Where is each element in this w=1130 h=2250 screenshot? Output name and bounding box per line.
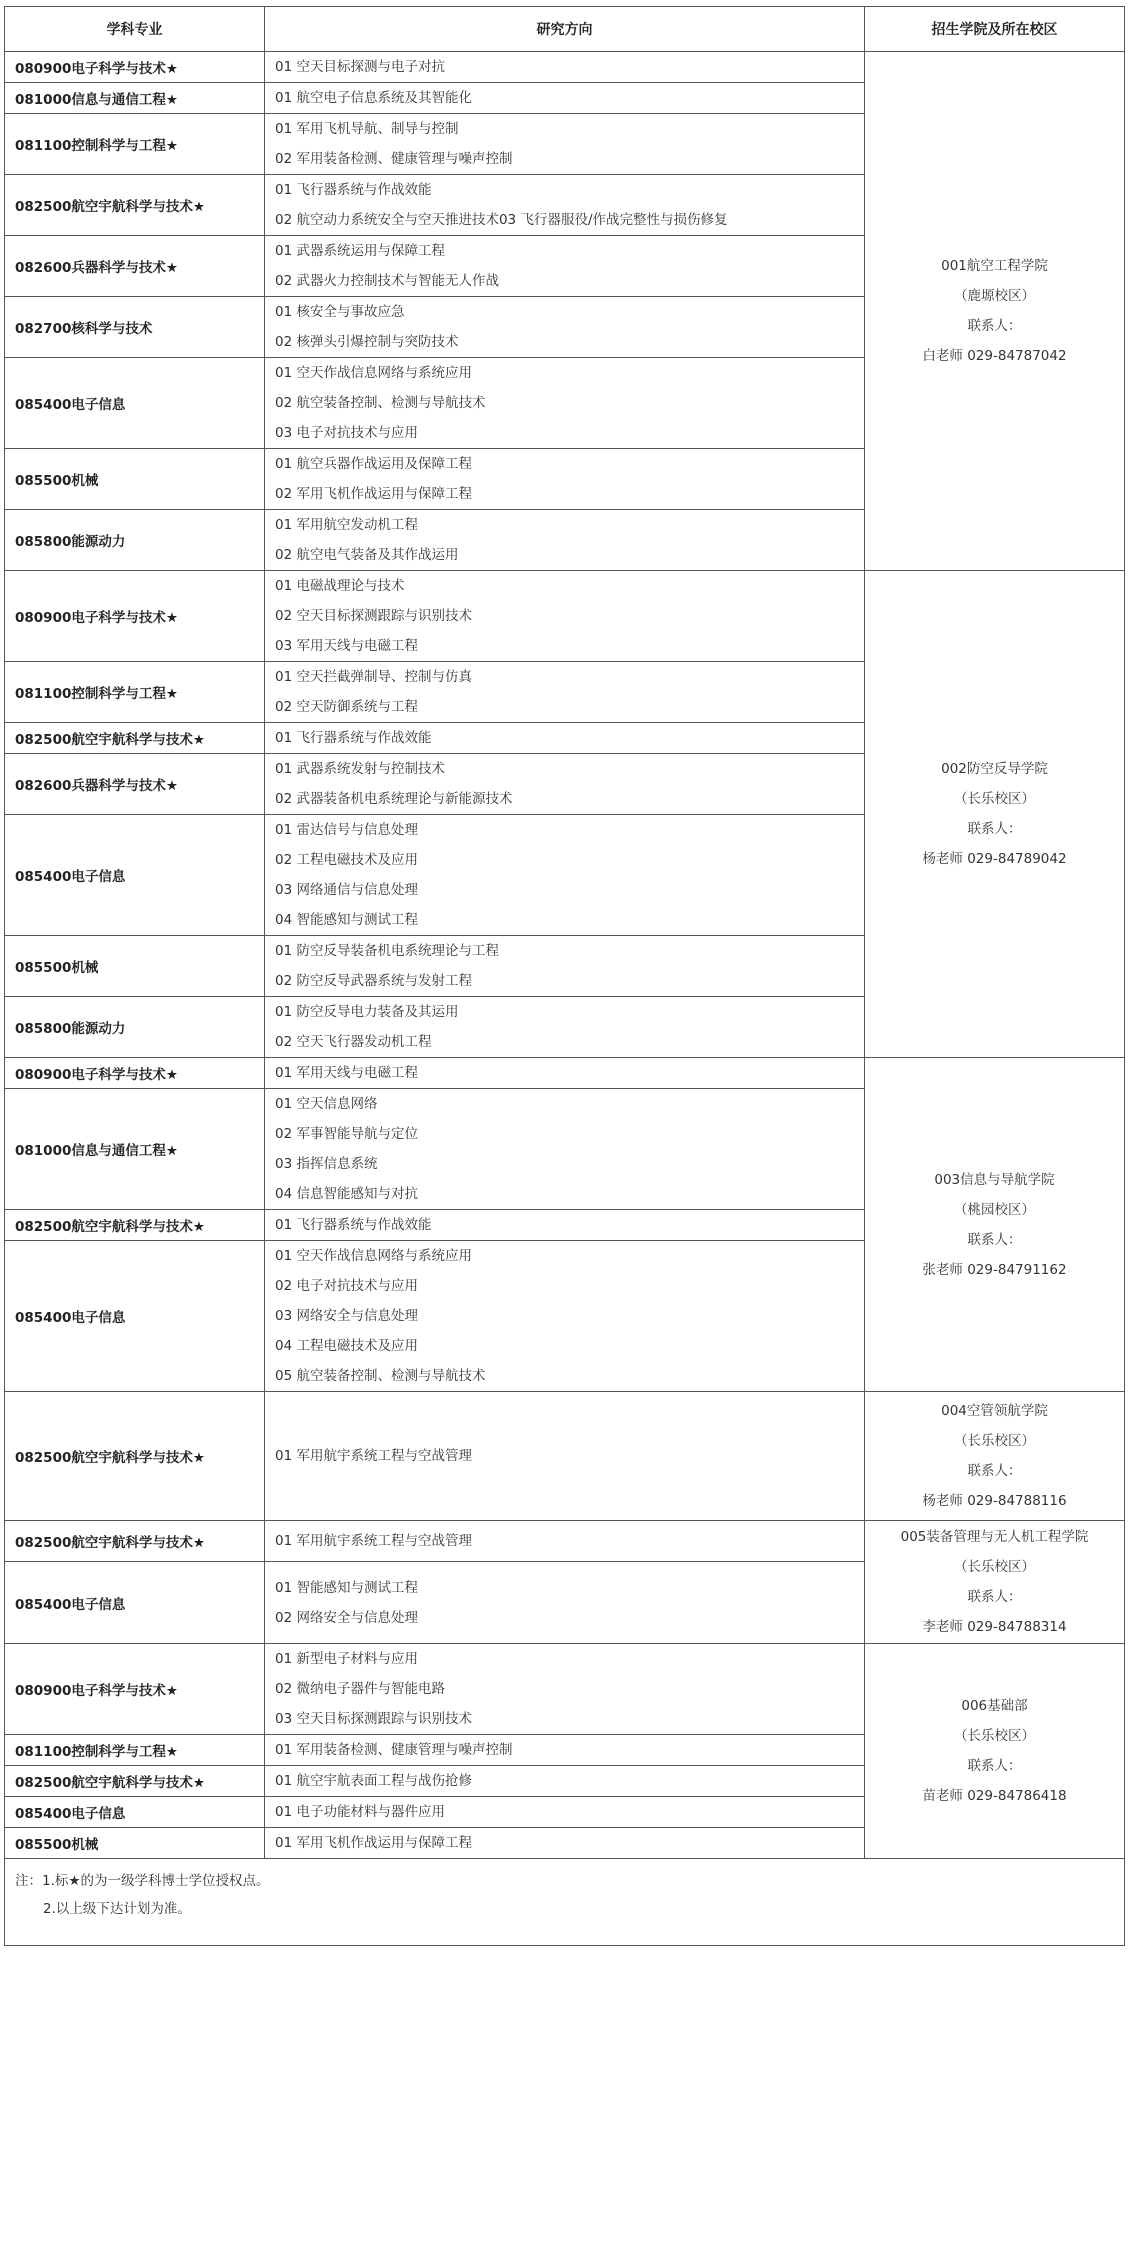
- college-cell: [865, 571, 1125, 1058]
- direction-item: 01 核安全与事故应急: [275, 304, 405, 320]
- direction-cell: [265, 510, 865, 571]
- direction-item: 01 军用飞机导航、制导与控制: [275, 121, 459, 137]
- table-header-row: [5, 7, 1125, 52]
- direction-item: 02 空天目标探测跟踪与识别技术: [275, 608, 472, 624]
- direction-item: 02 军用飞机作战运用与保障工程: [275, 486, 472, 502]
- direction-cell: [265, 175, 865, 236]
- direction-cell: [265, 1797, 865, 1828]
- subject-cell: 085500机械: [5, 449, 265, 510]
- direction-cell: [265, 297, 865, 358]
- direction-cell: [265, 114, 865, 175]
- direction-item: 03 空天目标探测跟踪与识别技术: [275, 1711, 472, 1727]
- contact-phone: 李老师 029-84788314: [922, 1619, 1067, 1635]
- subject-cell: 080900电子科学与技术★: [5, 1058, 265, 1089]
- direction-item: 02 微纳电子器件与智能电路: [275, 1681, 445, 1697]
- direction-cell: [265, 52, 865, 83]
- subject-cell: 081000信息与通信工程★: [5, 83, 265, 114]
- subject-cell: 082700核科学与技术: [5, 297, 265, 358]
- table-row: [5, 1058, 1125, 1089]
- direction-cell: [265, 358, 865, 449]
- subject-cell: 082500航空宇航科学与技术★: [5, 1392, 265, 1521]
- direction-item: 01 防空反导电力装备及其运用: [275, 1004, 459, 1020]
- header-college: 招生学院及所在校区: [865, 7, 1125, 52]
- header-direction: 研究方向: [265, 7, 865, 52]
- subject-cell: 085500机械: [5, 1828, 265, 1859]
- direction-cell: [265, 449, 865, 510]
- subject-cell: 082500航空宇航科学与技术★: [5, 1210, 265, 1241]
- campus-name: （鹿塬校区）: [954, 288, 1035, 304]
- direction-item: 02 空天飞行器发动机工程: [275, 1034, 432, 1050]
- direction-item: 01 航空电子信息系统及其智能化: [275, 90, 472, 106]
- college-cell: [865, 1644, 1125, 1859]
- campus-name: （长乐校区）: [954, 1559, 1035, 1575]
- table-row: [5, 1521, 1125, 1562]
- contact-phone: 张老师 029-84791162: [922, 1261, 1067, 1278]
- contact-phone: 杨老师 029-84788116: [922, 1493, 1067, 1509]
- subject-cell: 082500航空宇航科学与技术★: [5, 1766, 265, 1797]
- direction-item: 02 核弹头引爆控制与突防技术: [275, 334, 459, 350]
- direction-item: 01 空天作战信息网络与系统应用: [275, 1248, 472, 1264]
- direction-cell: [265, 1089, 865, 1210]
- direction-item: 01 航空兵器作战运用及保障工程: [275, 456, 472, 472]
- subject-cell: 085800能源动力: [5, 997, 265, 1058]
- contact-phone: 白老师 029-84787042: [922, 348, 1067, 364]
- direction-item: 01 雷达信号与信息处理: [275, 822, 418, 838]
- direction-item: 03 军用天线与电磁工程: [275, 638, 418, 654]
- direction-item: 01 军用飞机作战运用与保障工程: [275, 1835, 472, 1851]
- direction-cell: [265, 815, 865, 936]
- direction-item: 02 军用装备检测、健康管理与噪声控制: [275, 151, 513, 167]
- direction-cell: [265, 236, 865, 297]
- contact-label: 联系人：: [967, 318, 1022, 334]
- notes-row: [5, 1859, 1125, 1946]
- direction-item: 02 工程电磁技术及应用: [275, 852, 418, 868]
- direction-cell: [265, 1521, 865, 1562]
- direction-item: 01 飞行器系统与作战效能: [275, 730, 432, 746]
- direction-cell: [265, 936, 865, 997]
- direction-item: 02 航空动力系统安全与空天推进技术03 飞行器服役/作战完整性与损伤修复: [275, 212, 728, 228]
- table-row: [5, 1644, 1125, 1735]
- direction-item: 01 飞行器系统与作战效能: [275, 1217, 432, 1233]
- direction-item: 02 航空装备控制、检测与导航技术: [275, 395, 486, 411]
- table-row: [5, 571, 1125, 662]
- direction-item: 03 网络通信与信息处理: [275, 882, 418, 898]
- contact-label: 联系人：: [967, 821, 1022, 837]
- college-name: 006基础部: [961, 1698, 1028, 1714]
- direction-item: 02 武器装备机电系统理论与新能源技术: [275, 791, 513, 807]
- college-cell: [865, 1392, 1125, 1521]
- direction-cell: [265, 723, 865, 754]
- direction-item: 03 电子对抗技术与应用: [275, 425, 418, 441]
- campus-name: （桃园校区）: [954, 1201, 1035, 1218]
- direction-item: 01 军用航空发动机工程: [275, 517, 418, 533]
- direction-cell: [265, 754, 865, 815]
- college-cell: [865, 1058, 1125, 1392]
- subject-cell: 082500航空宇航科学与技术★: [5, 175, 265, 236]
- college-name: 004空管领航学院: [941, 1403, 1048, 1419]
- subject-cell: 085400电子信息: [5, 358, 265, 449]
- direction-item: 01 空天目标探测与电子对抗: [275, 59, 445, 75]
- direction-item: 04 智能感知与测试工程: [275, 912, 418, 928]
- contact-label: 联系人：: [967, 1589, 1022, 1605]
- direction-item: 01 飞行器系统与作战效能: [275, 182, 432, 198]
- direction-item: 04 工程电磁技术及应用: [275, 1338, 418, 1354]
- college-name: 001航空工程学院: [941, 258, 1048, 274]
- contact-label: 联系人：: [967, 1758, 1022, 1774]
- subject-cell: 080900电子科学与技术★: [5, 52, 265, 83]
- table-row: [5, 1392, 1125, 1521]
- direction-item: 01 空天信息网络: [275, 1096, 378, 1112]
- subject-cell: 082600兵器科学与技术★: [5, 236, 265, 297]
- direction-cell: [265, 1644, 865, 1735]
- contact-label: 联系人：: [967, 1231, 1022, 1248]
- direction-cell: [265, 1766, 865, 1797]
- subject-cell: 085400电子信息: [5, 1241, 265, 1392]
- direction-item: 01 空天拦截弹制导、控制与仿真: [275, 669, 472, 685]
- contact-phone: 杨老师 029-84789042: [922, 851, 1067, 867]
- campus-name: （长乐校区）: [954, 1728, 1035, 1744]
- contact-phone: 苗老师 029-84786418: [922, 1788, 1067, 1804]
- header-subject: 学科专业: [5, 7, 265, 52]
- direction-item: 02 武器火力控制技术与智能无人作战: [275, 273, 499, 289]
- subject-cell: 082500航空宇航科学与技术★: [5, 1521, 265, 1562]
- direction-item: 02 网络安全与信息处理: [275, 1609, 418, 1626]
- contact-label: 联系人：: [967, 1463, 1022, 1479]
- enrollment-table: [4, 6, 1125, 1946]
- direction-item: 04 信息智能感知与对抗: [275, 1186, 418, 1202]
- direction-item: 02 军事智能导航与定位: [275, 1126, 418, 1142]
- college-name: 002防空反导学院: [941, 761, 1048, 777]
- college-name: 003信息与导航学院: [934, 1171, 1055, 1188]
- direction-item: 01 防空反导装备机电系统理论与工程: [275, 943, 499, 959]
- direction-cell: [265, 1210, 865, 1241]
- direction-item: 01 新型电子材料与应用: [275, 1651, 418, 1667]
- direction-item: 01 电子功能材料与器件应用: [275, 1804, 445, 1820]
- table-row: [5, 52, 1125, 83]
- direction-cell: [265, 662, 865, 723]
- direction-cell: [265, 1241, 865, 1392]
- direction-item: 01 智能感知与测试工程: [275, 1579, 418, 1596]
- direction-item: 02 电子对抗技术与应用: [275, 1278, 418, 1294]
- subject-cell: 082600兵器科学与技术★: [5, 754, 265, 815]
- note-line: 2.以上级下达计划为准。: [43, 1901, 191, 1917]
- direction-item: 01 航空宇航表面工程与战伤抢修: [275, 1773, 472, 1789]
- subject-cell: 082500航空宇航科学与技术★: [5, 723, 265, 754]
- direction-cell: [265, 1392, 865, 1521]
- subject-cell: 080900电子科学与技术★: [5, 571, 265, 662]
- direction-item: 01 军用航宇系统工程与空战管理: [275, 1533, 472, 1550]
- direction-cell: [265, 1562, 865, 1644]
- direction-item: 02 航空电气装备及其作战运用: [275, 547, 459, 563]
- subject-cell: 081100控制科学与工程★: [5, 662, 265, 723]
- campus-name: （长乐校区）: [954, 1433, 1035, 1449]
- direction-item: 01 武器系统发射与控制技术: [275, 761, 445, 777]
- direction-cell: [265, 1058, 865, 1089]
- direction-item: 02 空天防御系统与工程: [275, 699, 418, 715]
- subject-cell: 081000信息与通信工程★: [5, 1089, 265, 1210]
- college-name: 005装备管理与无人机工程学院: [900, 1529, 1089, 1545]
- subject-cell: 085800能源动力: [5, 510, 265, 571]
- direction-item: 01 空天作战信息网络与系统应用: [275, 365, 472, 381]
- direction-item: 02 防空反导武器系统与发射工程: [275, 973, 472, 989]
- college-cell: [865, 52, 1125, 571]
- campus-name: （长乐校区）: [954, 791, 1035, 807]
- college-cell: [865, 1521, 1125, 1644]
- subject-cell: 085500机械: [5, 936, 265, 997]
- direction-cell: [265, 571, 865, 662]
- direction-cell: [265, 997, 865, 1058]
- direction-cell: [265, 83, 865, 114]
- direction-cell: [265, 1735, 865, 1766]
- notes-cell: [5, 1859, 1125, 1946]
- subject-cell: 081100控制科学与工程★: [5, 114, 265, 175]
- direction-item: 01 军用航宇系统工程与空战管理: [275, 1448, 472, 1464]
- subject-cell: 085400电子信息: [5, 1562, 265, 1644]
- subject-cell: 080900电子科学与技术★: [5, 1644, 265, 1735]
- direction-item: 01 军用天线与电磁工程: [275, 1065, 418, 1081]
- direction-item: 05 航空装备控制、检测与导航技术: [275, 1368, 486, 1384]
- direction-item: 01 军用装备检测、健康管理与噪声控制: [275, 1742, 513, 1758]
- subject-cell: 081100控制科学与工程★: [5, 1735, 265, 1766]
- direction-cell: [265, 1828, 865, 1859]
- subject-cell: 085400电子信息: [5, 1797, 265, 1828]
- direction-item: 01 武器系统运用与保障工程: [275, 243, 445, 259]
- subject-cell: 085400电子信息: [5, 815, 265, 936]
- note-line: 注：1.标★的为一级学科博士学位授权点。: [15, 1873, 270, 1889]
- direction-item: 01 电磁战理论与技术: [275, 578, 405, 594]
- direction-item: 03 指挥信息系统: [275, 1156, 378, 1172]
- direction-item: 03 网络安全与信息处理: [275, 1308, 418, 1324]
- table-body: [5, 52, 1125, 1946]
